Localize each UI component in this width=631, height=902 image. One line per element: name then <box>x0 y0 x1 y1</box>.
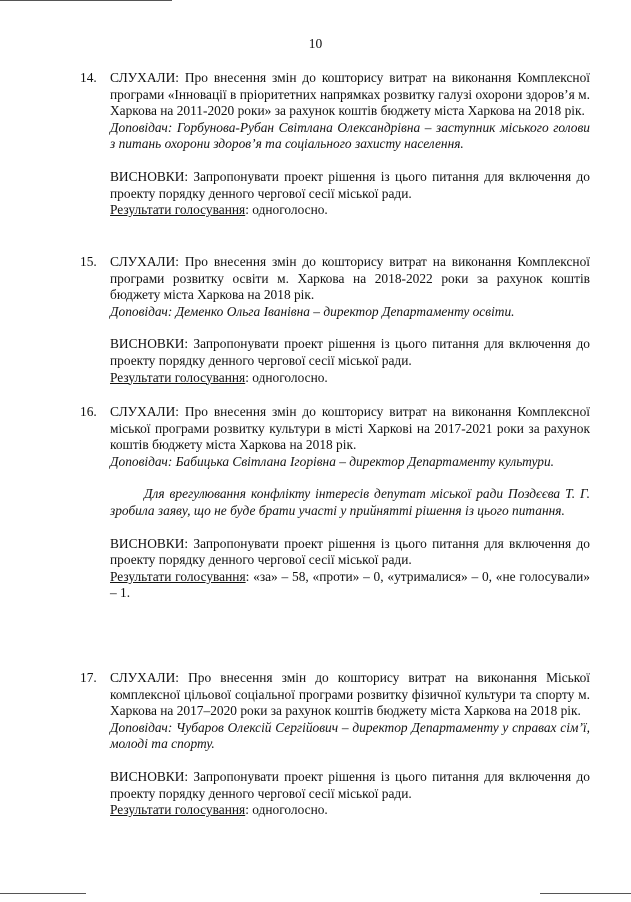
conclusions-label: ВИСНОВКИ: <box>110 535 189 551</box>
results-text: : одноголосно. <box>245 802 328 818</box>
heard-paragraph <box>110 404 590 454</box>
results-paragraph <box>110 370 590 387</box>
conclusions-label: ВИСНОВКИ: <box>110 768 189 784</box>
conclusions-text: Запропонувати проект рішення із цього питання для включення до проекту порядку денного чергової сесії міської ради. <box>110 336 590 368</box>
heard-text: Про внесення змін до кошторису витрат на виконання Комплексної програми «Інновації в пріоритетних напрямках розвитку галузі охорони здоров’я м. Харкова на 2011-2020 роки» за рахунок коштів бюджету міста Харкова на 2018 рік. <box>110 70 590 119</box>
conclusions-label: ВИСНОВКИ: <box>110 336 189 352</box>
heard-paragraph <box>110 254 590 304</box>
heard-paragraph <box>110 70 590 120</box>
heard-paragraph <box>110 670 590 720</box>
speaker-text: Горбунова-Рубан Світлана Олександрівна – заступник міського голови з питань охорони здоров’я та соціального захисту населення. <box>110 119 590 152</box>
conclusions-paragraph <box>110 336 590 369</box>
item-number: 14. <box>80 70 97 85</box>
results-paragraph <box>110 202 590 219</box>
speaker-text: Деменко Ольга Іванівна – директор Департаменту освіти. <box>175 303 515 319</box>
conclusions-paragraph <box>110 769 590 802</box>
conclusions-text: Запропонувати проект рішення із цього питання для включення до проекту порядку денного чергової сесії міської ради. <box>110 768 590 801</box>
conclusions-paragraph <box>110 169 590 202</box>
results-paragraph <box>110 802 590 819</box>
item-number: 15. <box>80 254 97 269</box>
results-text: : одноголосно. <box>245 369 328 385</box>
results-paragraph <box>110 569 590 602</box>
agenda-item-17 <box>80 670 590 819</box>
agenda-item-15 <box>80 254 590 386</box>
agenda-item-14 <box>80 70 590 219</box>
results-label: Результати голосування <box>110 568 246 584</box>
item-number: 16. <box>80 404 97 419</box>
results-label: Результати голосування <box>110 369 246 385</box>
heard-label: СЛУХАЛИ: <box>110 254 179 269</box>
scan-edge-bottom <box>0 893 86 894</box>
heard-text: Про внесення змін до кошторису витрат на виконання Міської комплексної цільової соціальної програми розвитку фізичної культури та спорту м. Харкова на 2017–2020 роки за рахунок коштів бюджету міста Харкова на 2018 рік. <box>110 670 590 719</box>
speaker-label: Доповідач: <box>110 119 173 135</box>
speaker-paragraph <box>110 454 590 471</box>
heard-label: СЛУХАЛИ: <box>110 670 179 685</box>
results-label: Результати голосування <box>110 202 246 218</box>
speaker-paragraph <box>110 304 590 321</box>
heard-label: СЛУХАЛИ: <box>110 70 179 85</box>
speaker-paragraph <box>110 720 590 753</box>
conclusions-text: Запропонувати проект рішення із цього питання для включення до проекту порядку денного чергової сесії міської ради. <box>110 535 590 568</box>
conclusions-paragraph <box>110 536 590 569</box>
speaker-text: Чубаров Олексій Сергійович – директор Департаменту у справах сім’ї, молоді та спорту. <box>110 719 590 752</box>
heard-text: Про внесення змін до кошторису витрат на виконання Комплексної програми розвитку освіти м. Харкова на 2018-2022 роки за рахунок коштів бюджету міста Харкова на 2018 рік. <box>110 254 590 303</box>
conclusions-label: ВИСНОВКИ: <box>110 168 189 184</box>
item-number: 17. <box>80 670 97 685</box>
scan-edge-bottom-right <box>540 893 631 894</box>
results-text: : «за» – 58, «проти» – 0, «утрималися» – 0, «не голосували» – 1. <box>110 568 590 601</box>
speaker-label: Доповідач: <box>110 303 173 319</box>
scan-edge-top <box>0 0 172 1</box>
heard-label: СЛУХАЛИ: <box>110 404 179 419</box>
agenda-item-16 <box>80 404 590 602</box>
speaker-paragraph <box>110 120 590 153</box>
heard-text: Про внесення змін до кошторису витрат на виконання Комплексної міської програми розвитку культури в місті Харкові на 2017-2021 роки за рахунок коштів бюджету міста Харкова на 2018 рік. <box>110 404 590 453</box>
speaker-label: Доповідач: <box>110 719 173 735</box>
conclusions-text: Запропонувати проект рішення із цього питання для включення до проекту порядку денного чергової сесії міської ради. <box>110 168 590 201</box>
speaker-label: Доповідач: <box>110 453 173 469</box>
results-text: : одноголосно. <box>245 202 328 218</box>
results-label: Результати голосування <box>110 802 246 818</box>
page-number: 10 <box>308 36 323 51</box>
speaker-text: Бабицька Світлана Ігорівна – директор Департаменту культури. <box>175 453 554 469</box>
conflict-of-interest-note: Для врегулювання конфлікту інтересів депутат міської ради Поздєєва Т. Г. зробила заяву, що не буде брати участі у прийнятті рішення із цього питання. <box>110 486 590 518</box>
